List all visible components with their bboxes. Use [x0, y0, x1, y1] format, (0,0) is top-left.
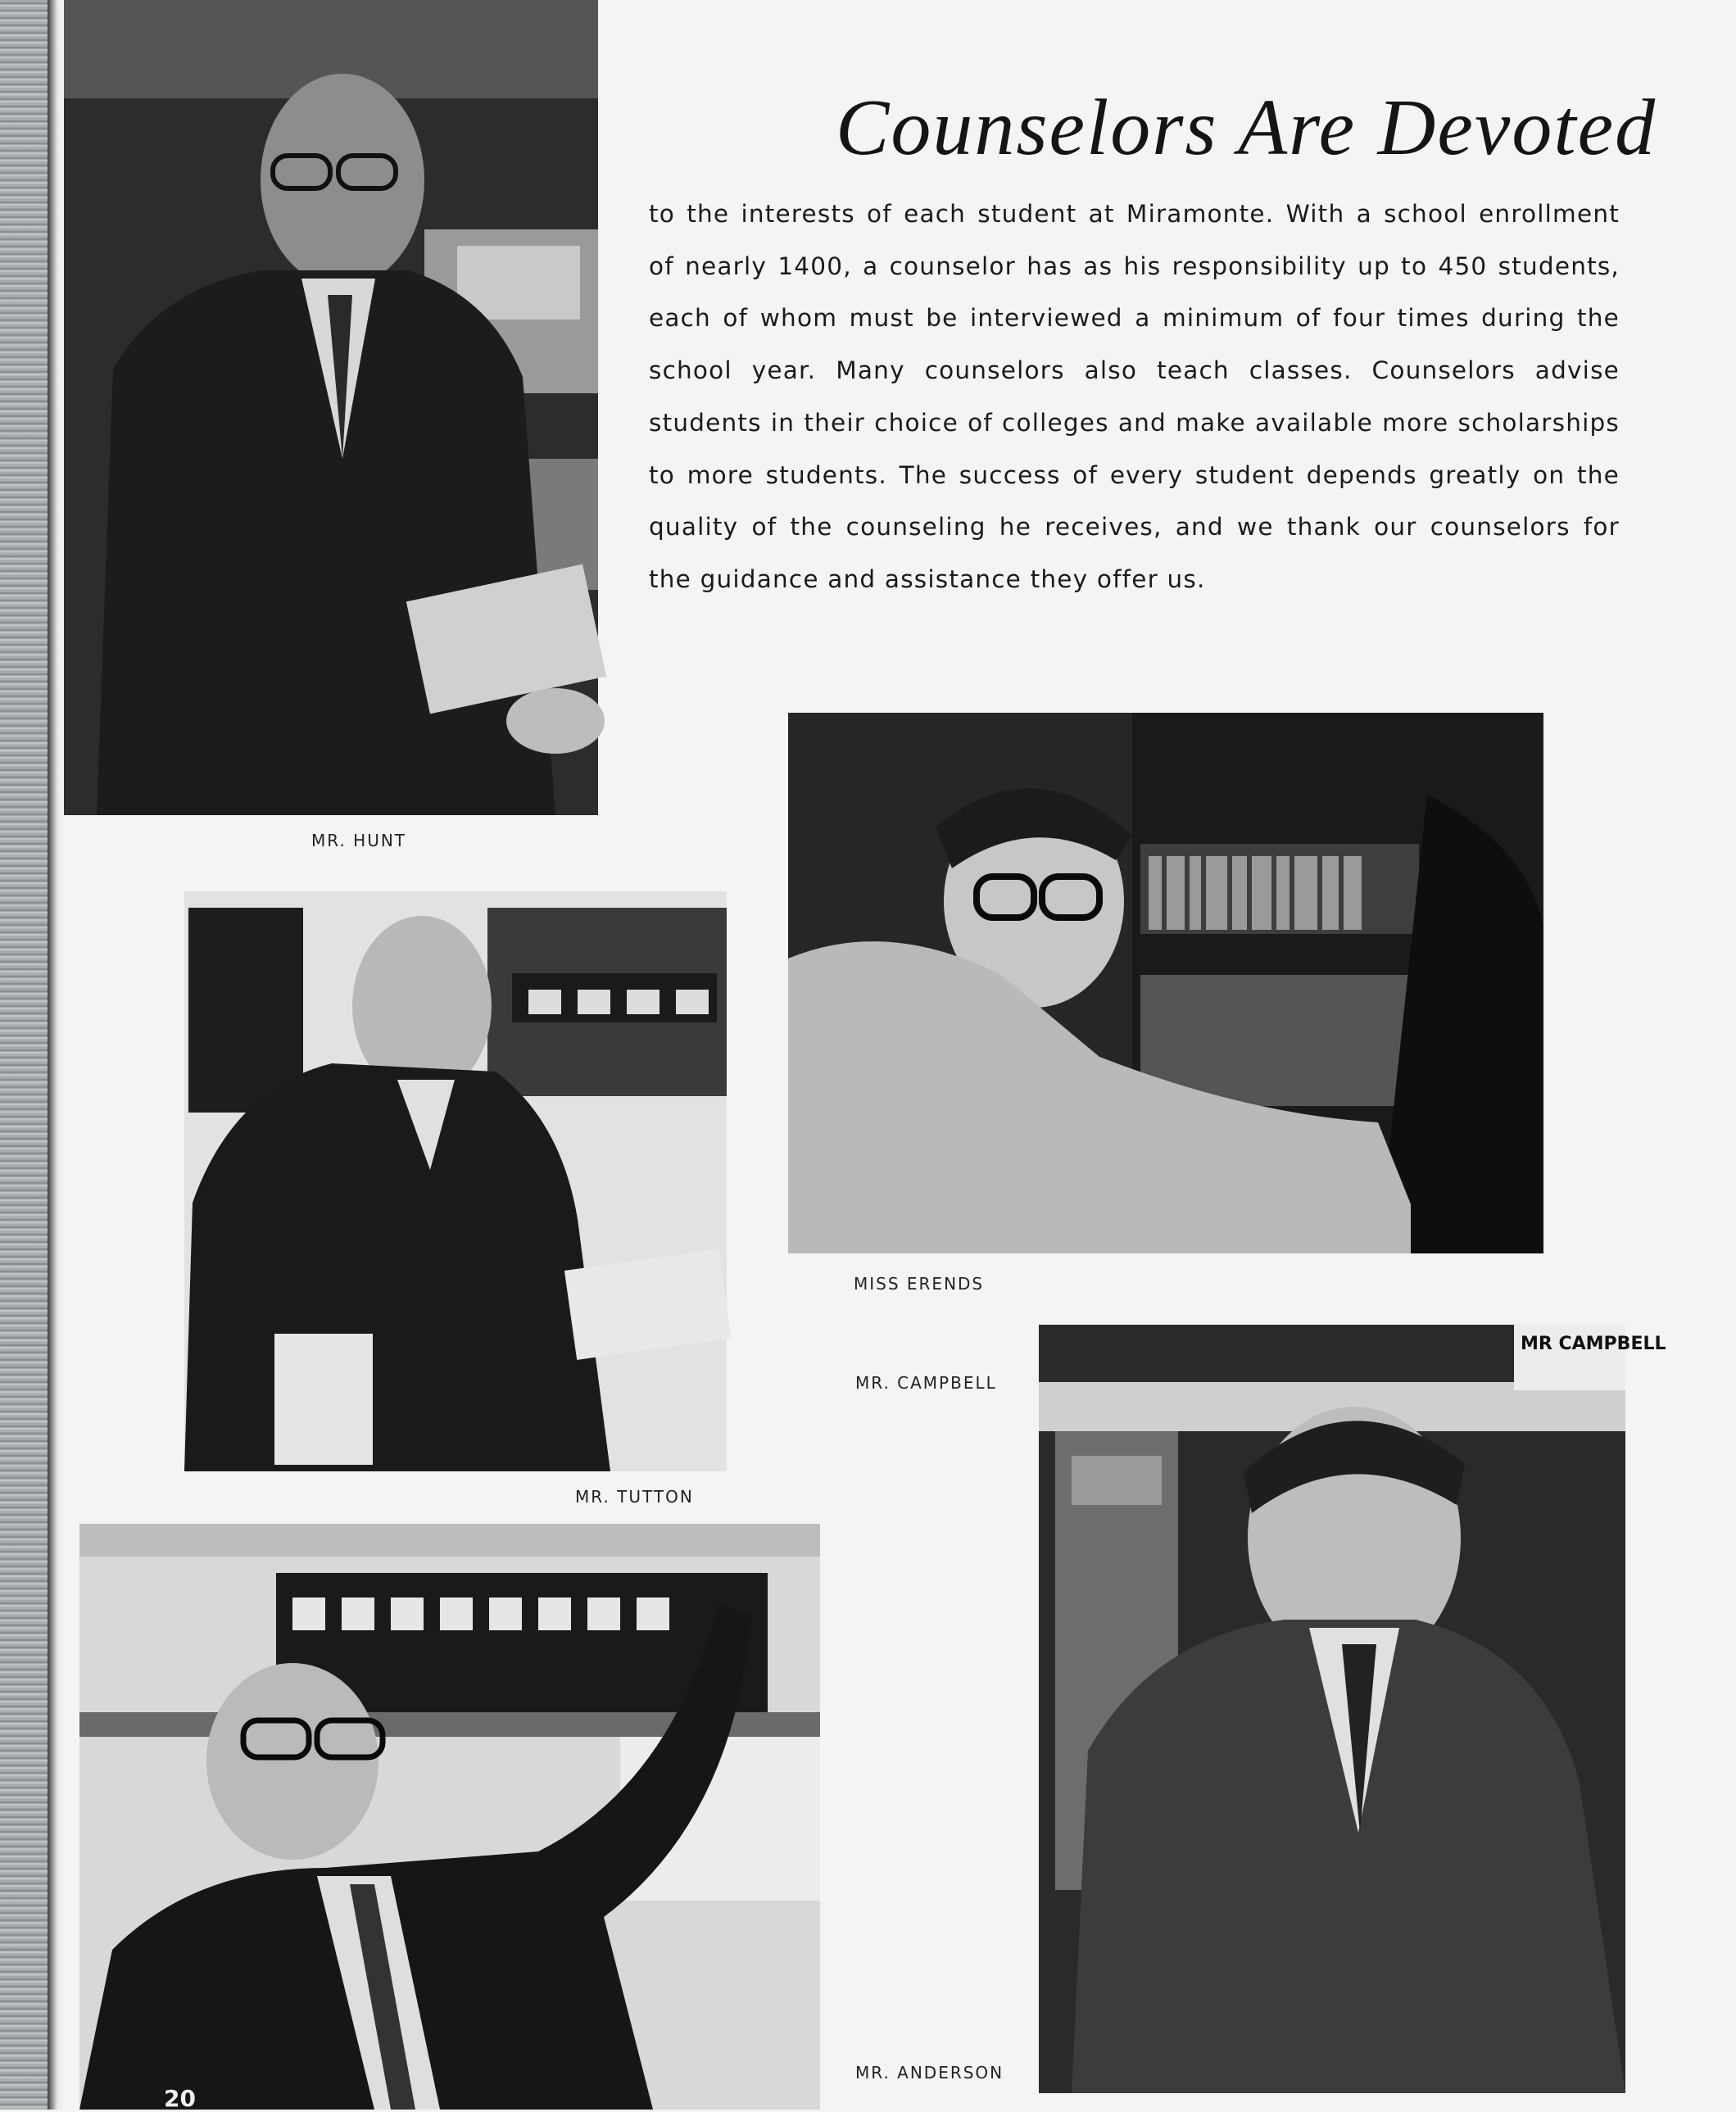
page-number: 20	[164, 2085, 196, 2112]
sign-label: MR CAMPBELL	[1521, 1334, 1666, 1354]
caption-mr-campbell: MR. CAMPBELL	[855, 1373, 997, 1393]
photo-mr-campbell	[1039, 1325, 1666, 2093]
photo-miss-erends	[788, 713, 1543, 1253]
intro-paragraph: to the interests of each student at Miramonte. With a school enrollment of nearly 1400, a counselor has as his responsibility up to 450 students, each of whom must be interviewed a minimum of four times during the school year. Many counselors also teach classes. Counselors advise students in their choice of colleges and make available more scholarships to more students. The success of every student depends greatly on the quality of the counseling he receives, and we thank our counselors for the guidance and assistance they offer us.	[649, 200, 1620, 593]
photo-mr-hunt	[64, 0, 598, 815]
photo-mr-tutton	[184, 891, 727, 1471]
binding-shadow	[48, 0, 64, 2110]
caption-mr-hunt: MR. HUNT	[311, 831, 407, 850]
photo-mr-anderson	[79, 1524, 820, 2110]
caption-miss-erends: MISS ERENDS	[854, 1274, 985, 1294]
caption-mr-anderson: MR. ANDERSON	[855, 2063, 1004, 2083]
page-title: Counselors Are Devoted	[836, 84, 1657, 172]
caption-mr-tutton: MR. TUTTON	[575, 1487, 694, 1507]
